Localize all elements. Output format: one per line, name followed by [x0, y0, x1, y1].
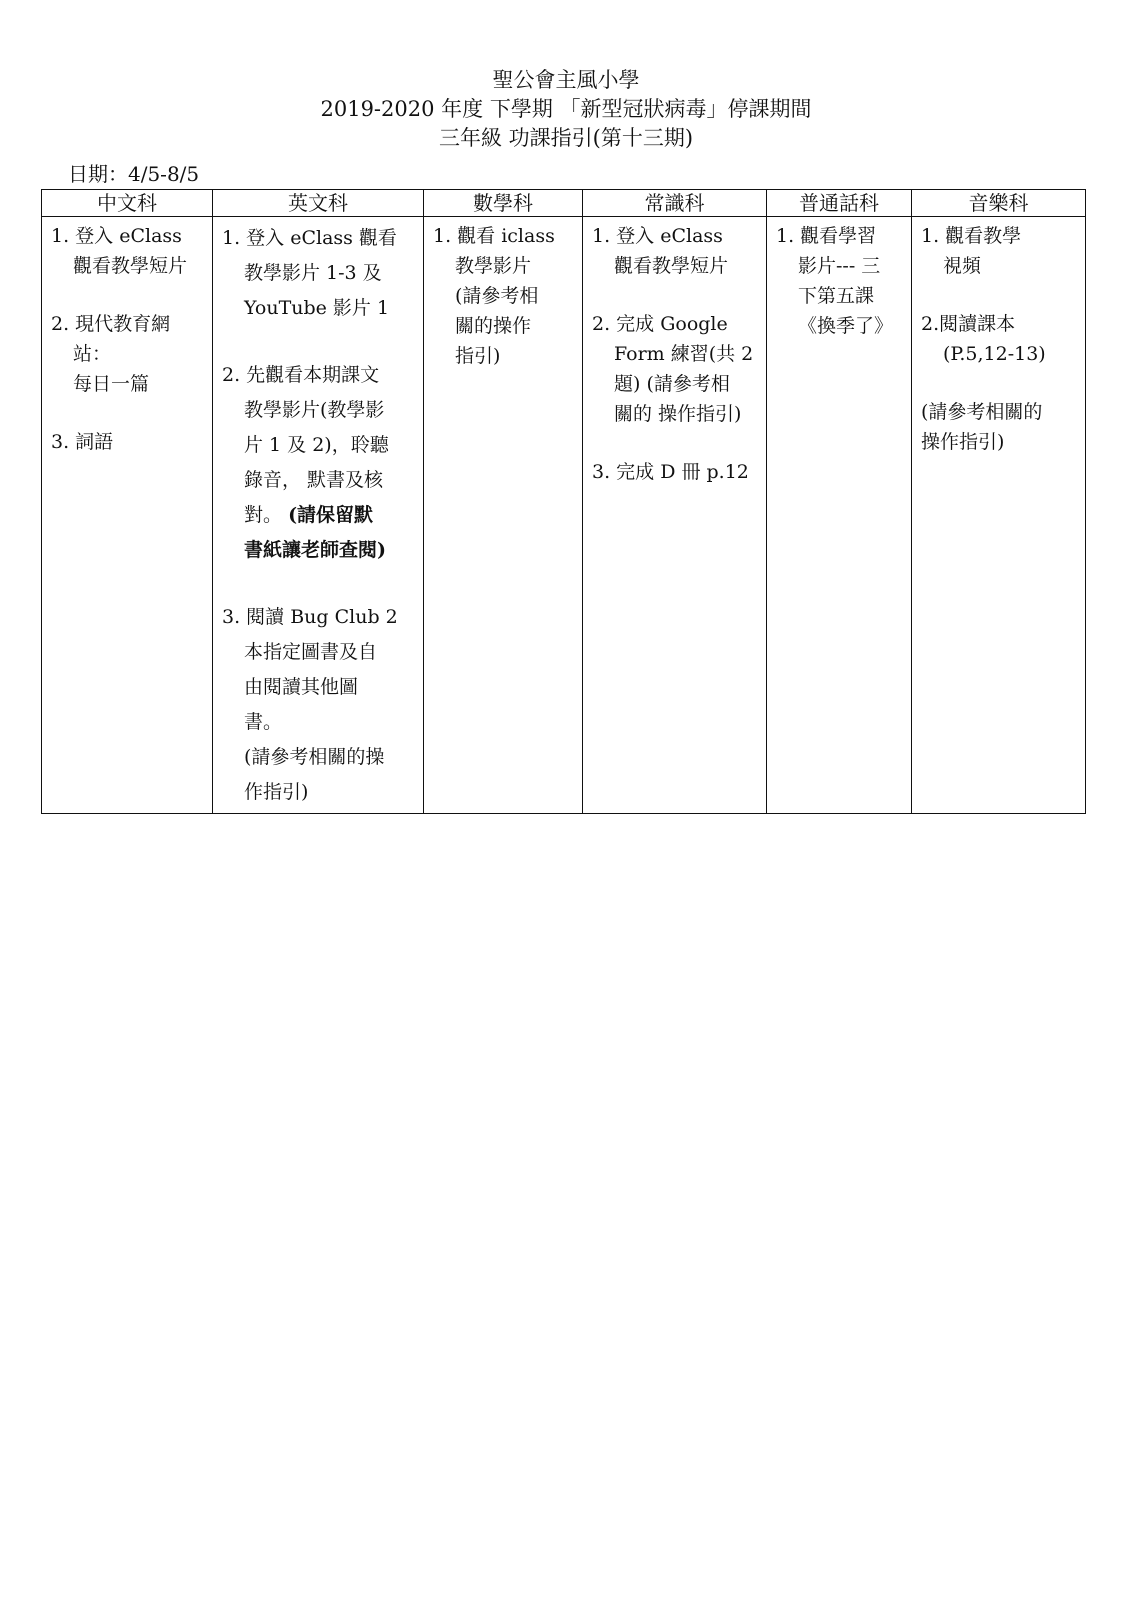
putonghua-line: 《換季了》 — [798, 315, 894, 337]
english-line: 3. 閱讀 Bug Club 2 — [222, 606, 398, 628]
gs-line: 2. 完成 Google — [592, 313, 728, 335]
gs-line: 觀看教學短片 — [614, 255, 729, 277]
math-line: 指引) — [455, 345, 501, 367]
chinese-line: 2. 現代教育網 — [51, 313, 171, 335]
chinese-line: 1. 登入 eClass — [51, 225, 182, 247]
english-line: 片 1 及 2)，聆聽 — [244, 434, 389, 456]
math-line: 教學影片 — [455, 255, 532, 277]
english-line: 教學影片 1-3 及 — [244, 262, 382, 284]
music-line: 視頻 — [943, 255, 982, 277]
english-text: 對。 — [244, 504, 283, 526]
math-line: 關的操作 — [455, 315, 532, 337]
english-line: 由閱讀其他圖 — [244, 676, 359, 698]
gs-line: 3. 完成 D 冊 p.12 — [592, 461, 749, 483]
table-row — [42, 217, 1086, 814]
cell-english — [213, 217, 424, 814]
gs-line: Form 練習(共 2 — [614, 343, 754, 365]
english-line: 錄音， 默書及核 — [244, 469, 384, 491]
header-chinese: 中文科 — [42, 190, 213, 217]
table-header-row — [42, 190, 1086, 217]
english-line: (請參考相關的操 — [244, 746, 385, 768]
chinese-line: 每日一篇 — [73, 373, 150, 395]
document-header — [0, 66, 1132, 153]
music-line: 1. 觀看教學 — [921, 225, 1022, 247]
header-music: 音樂科 — [912, 190, 1086, 217]
english-line: YouTube 影片 1 — [244, 297, 390, 319]
english-line: 1. 登入 eClass 觀看 — [222, 227, 397, 249]
chinese-line: 觀看教學短片 — [73, 255, 188, 277]
cell-general-studies — [583, 217, 767, 814]
school-name: 聖公會主風小學 — [492, 68, 640, 92]
english-line — [222, 498, 417, 533]
header-putonghua: 普通話科 — [767, 190, 912, 217]
term-title: 2019-2020 年度 下學期 「新型冠狀病毒」停課期間 — [320, 97, 812, 121]
cell-putonghua — [767, 217, 912, 814]
english-line: 教學影片(教學影 — [244, 399, 385, 421]
english-line: 本指定圖書及自 — [244, 641, 378, 663]
date-line: 日期：4/5-8/5 — [68, 162, 200, 186]
putonghua-line: 影片--- 三 — [798, 255, 881, 277]
putonghua-line: 下第五課 — [798, 285, 875, 307]
putonghua-line: 1. 觀看學習 — [776, 225, 877, 247]
header-english: 英文科 — [213, 190, 424, 217]
english-line: 書。 — [244, 711, 283, 733]
english-note-bold: (請保留默 — [288, 504, 374, 526]
music-line: 操作指引) — [921, 431, 1005, 453]
gs-line: 1. 登入 eClass — [592, 225, 723, 247]
music-line: 2.閱讀課本 — [921, 313, 1016, 335]
math-line: (請參考相 — [455, 285, 539, 307]
homework-table — [41, 189, 1086, 814]
cell-chinese — [42, 217, 213, 814]
header-math: 數學科 — [424, 190, 583, 217]
music-line: (請參考相關的 — [921, 401, 1043, 423]
english-note-bold: 書紙讓老師查閱) — [244, 539, 386, 561]
gs-line: 關的 操作指引) — [614, 403, 742, 425]
music-line: (P.5,12-13) — [943, 343, 1046, 365]
cell-music — [912, 217, 1086, 814]
chinese-line: 3. 詞語 — [51, 431, 114, 453]
chinese-line: 站： — [73, 343, 112, 365]
document-title: 三年級 功課指引(第十三期) — [438, 126, 694, 150]
header-general-studies: 常識科 — [583, 190, 767, 217]
english-line: 作指引) — [244, 781, 309, 803]
english-line: 2. 先觀看本期課文 — [222, 364, 380, 386]
gs-line: 題) (請參考相 — [614, 373, 730, 395]
math-line: 1. 觀看 iclass — [433, 225, 555, 247]
cell-math — [424, 217, 583, 814]
